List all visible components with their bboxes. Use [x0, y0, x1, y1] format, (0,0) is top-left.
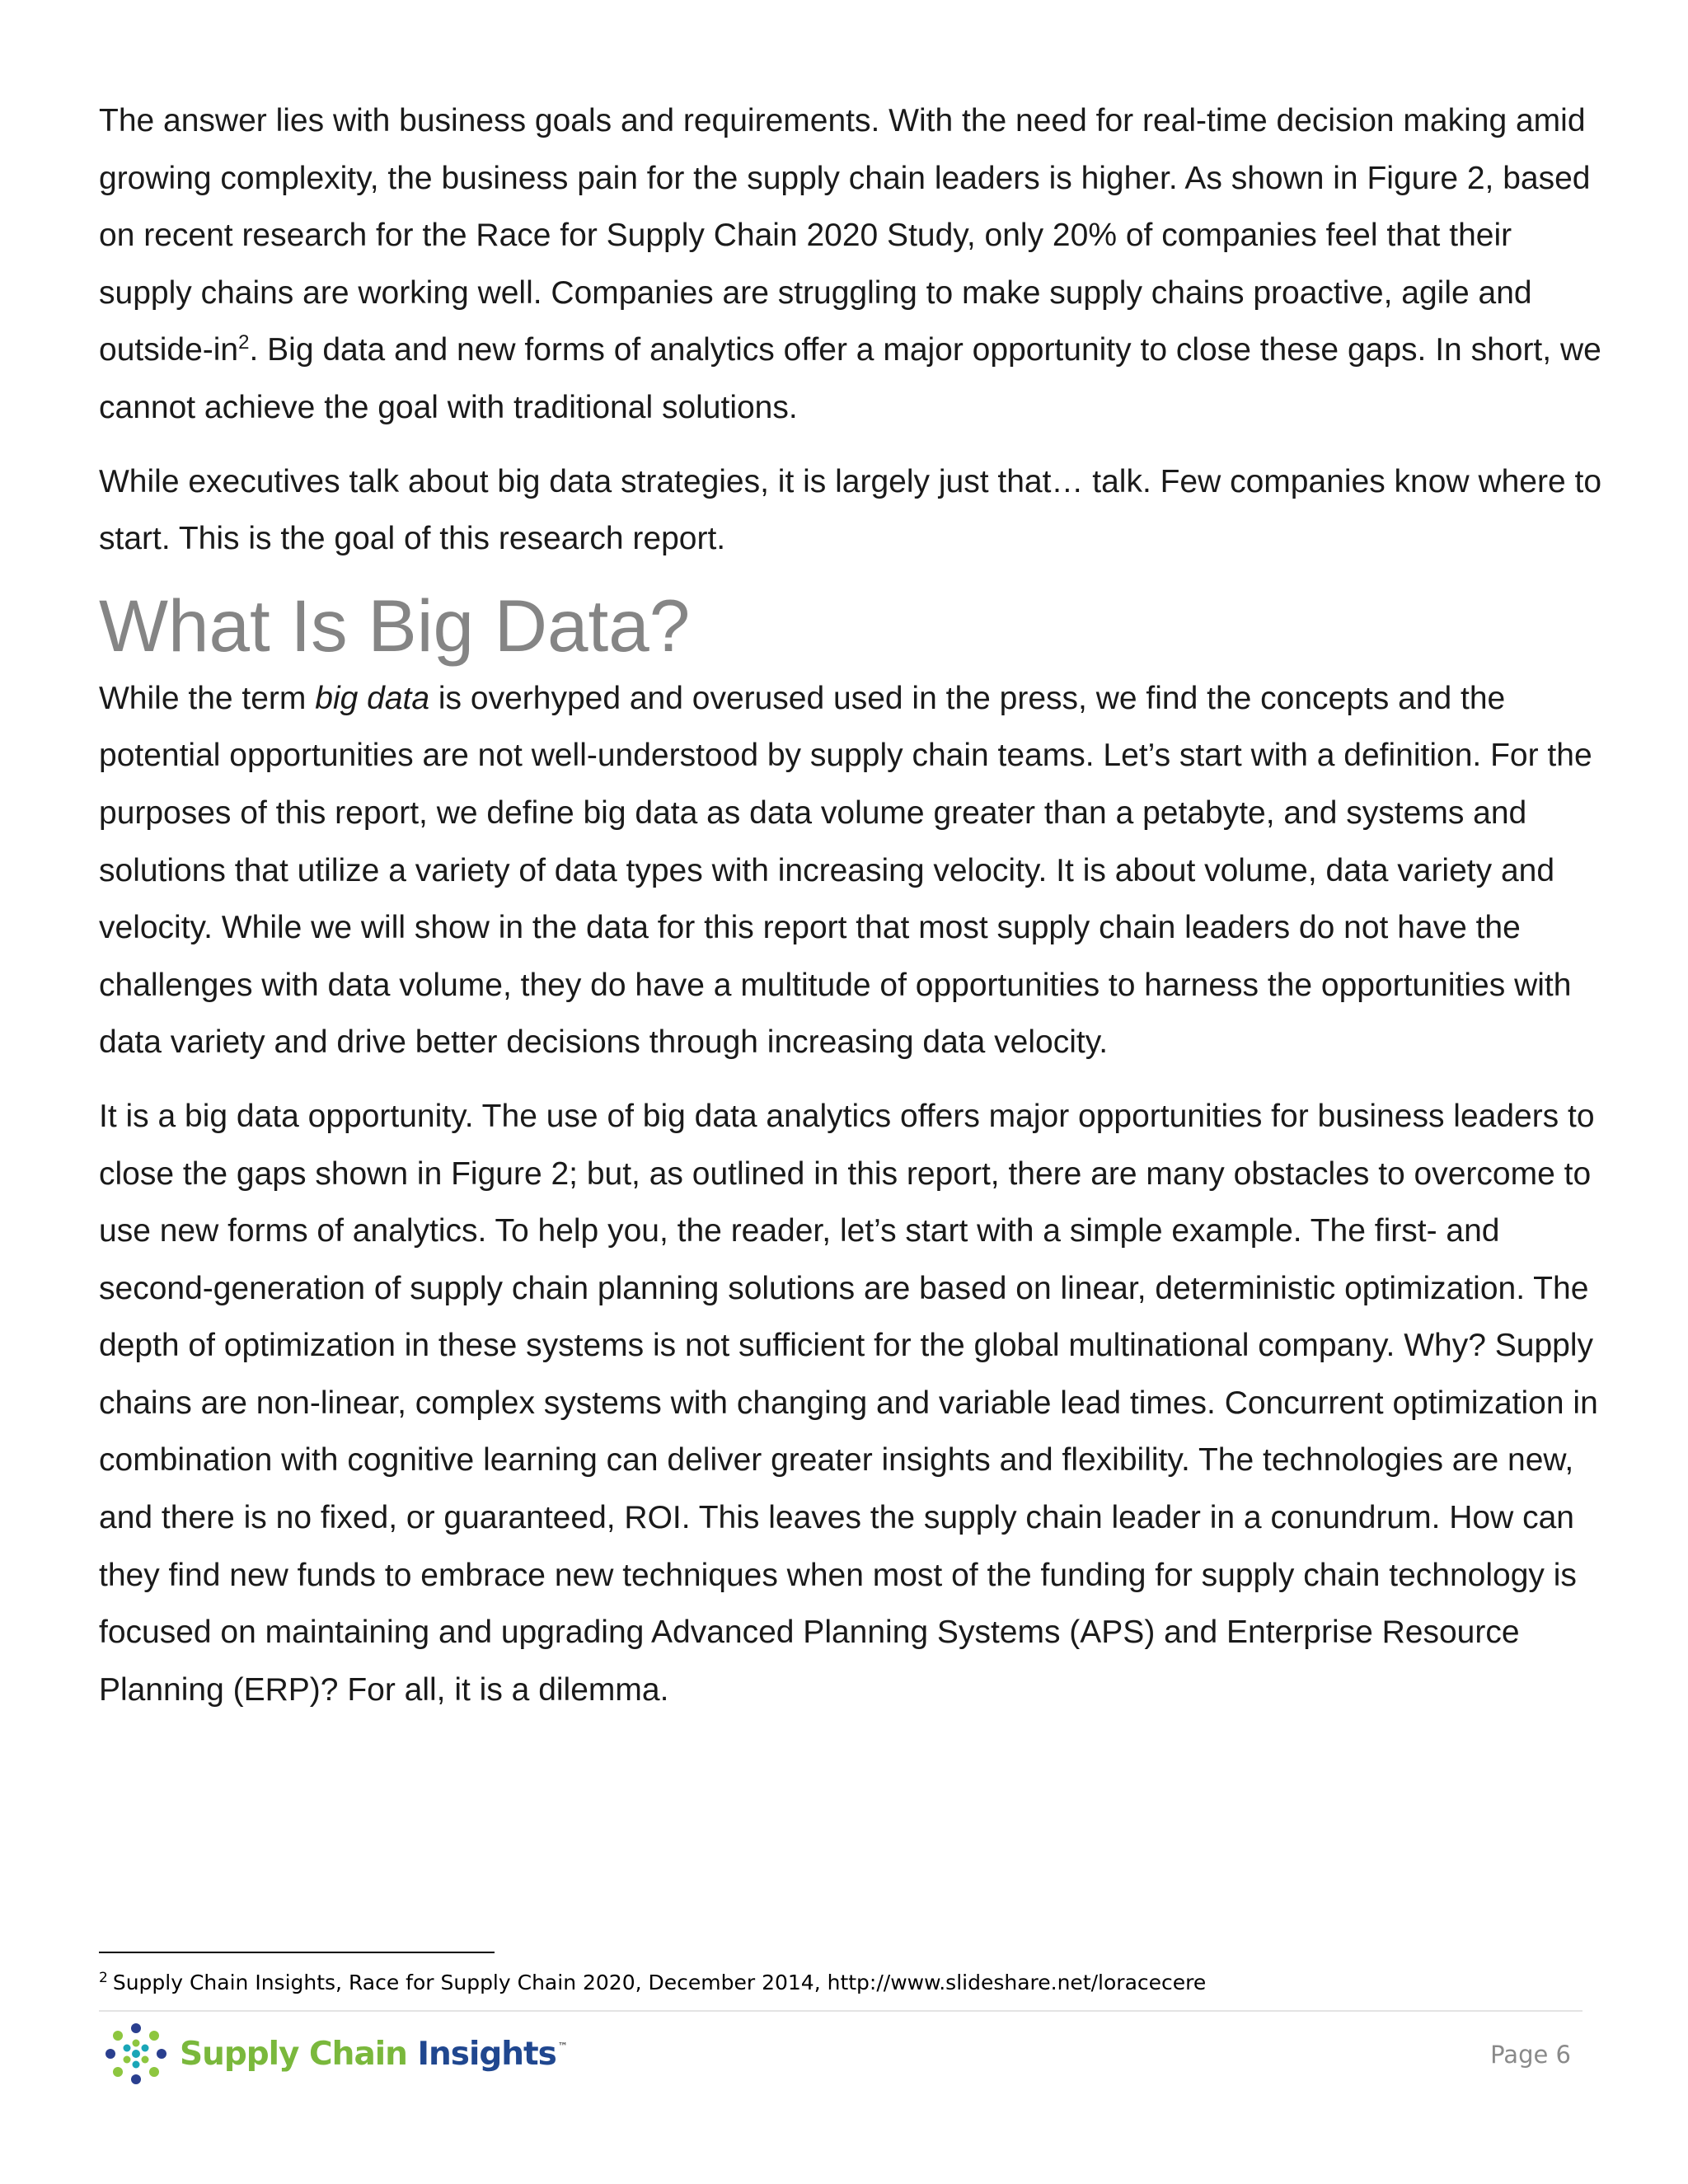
section-heading: What Is Big Data?: [99, 583, 691, 667]
dot-burst-icon: [102, 2021, 170, 2087]
page-number: Page 6: [1490, 2041, 1571, 2069]
body-paragraph-1: [99, 92, 1607, 437]
footer-divider: [99, 2010, 1582, 2012]
body-paragraph-3: [99, 670, 1607, 1071]
paragraph-text: The answer lies with business goals and requirements. With the need for real-time decision making amid growing complexity, the business pain for the supply chain leaders is higher. As shown in Figure 2, based on recent research for the Race for Supply Chain 2020 Study, only 20% of companies feel that their supply chains are working well. Companies are struggling to make supply chains proactive, agile and outside-in: [99, 103, 1591, 368]
paragraph-text: . Big data and new forms of analytics offer a major opportunity to close these gaps. In short, we cannot achieve the goal with traditional solutions.: [99, 332, 1601, 425]
paragraph-text: While the term: [99, 680, 316, 716]
footnote-separator: [99, 1952, 495, 1953]
company-logo: [102, 2021, 567, 2087]
footnote-text: Supply Chain Insights, Race for Supply Chain 2020, December 2014, http://www.slideshare.net/loracecere: [112, 1971, 1207, 1994]
footnote-reference: 2: [238, 331, 250, 354]
logo-word-insights: Insights: [417, 2035, 556, 2073]
page-content: [99, 92, 1607, 1735]
body-paragraph-2: While executives talk about big data strategies, it is largely just that… talk. Few companies know where to start. This is the goal of this research report.: [99, 463, 1602, 557]
logo-wordmark: [180, 2036, 567, 2073]
trademark-symbol: ™: [557, 2040, 567, 2052]
footnote: [99, 1966, 1206, 1999]
body-paragraph-4: It is a big data opportunity. The use of big data analytics offers major opportunities for business leaders to close the gaps shown in Figure 2; but, as outlined in this report, there are many obstacles to overcome to use new forms of analytics. To help you, the reader, let’s start with a simple example. The first- and second-generation of supply chain planning solutions are based on linear, deterministic optimization. The depth of optimization in these systems is not sufficient for the global multinational company. Why? Supply chains are non-linear, complex systems with changing and variable lead times. Concurrent optimization in combination with cognitive learning can deliver greater insights and flexibility. The technologies are new, and there is no fixed, or guaranteed, ROI. This leaves the supply chain leader in a conundrum. How can they find new funds to embrace new techniques when most of the funding for supply chain technology is focused on maintaining and upgrading Advanced Planning Systems (APS) and Enterprise Resource Planning (ERP)? For all, it is a dilemma.: [99, 1098, 1598, 1708]
paragraph-text: is overhyped and overused used in the press, we find the concepts and the potential opportunities are not well-understood by supply chain teams. Let’s start with a definition. For the purposes of this report, we define big data as data volume greater than a petabyte, and systems and solutions that utilize a variety of data types with increasing velocity. It is about volume, data variety and velocity. While we will show in the data for this report that most supply chain leaders do not have the challenges with data volume, they do have a multitude of opportunities to harness the opportunities with data variety and drive better decisions through increasing data velocity.: [99, 680, 1592, 1061]
footnote-number: 2: [99, 1969, 108, 1986]
emphasized-term: big data: [315, 680, 430, 716]
logo-word-supply-chain: Supply Chain: [180, 2035, 407, 2073]
